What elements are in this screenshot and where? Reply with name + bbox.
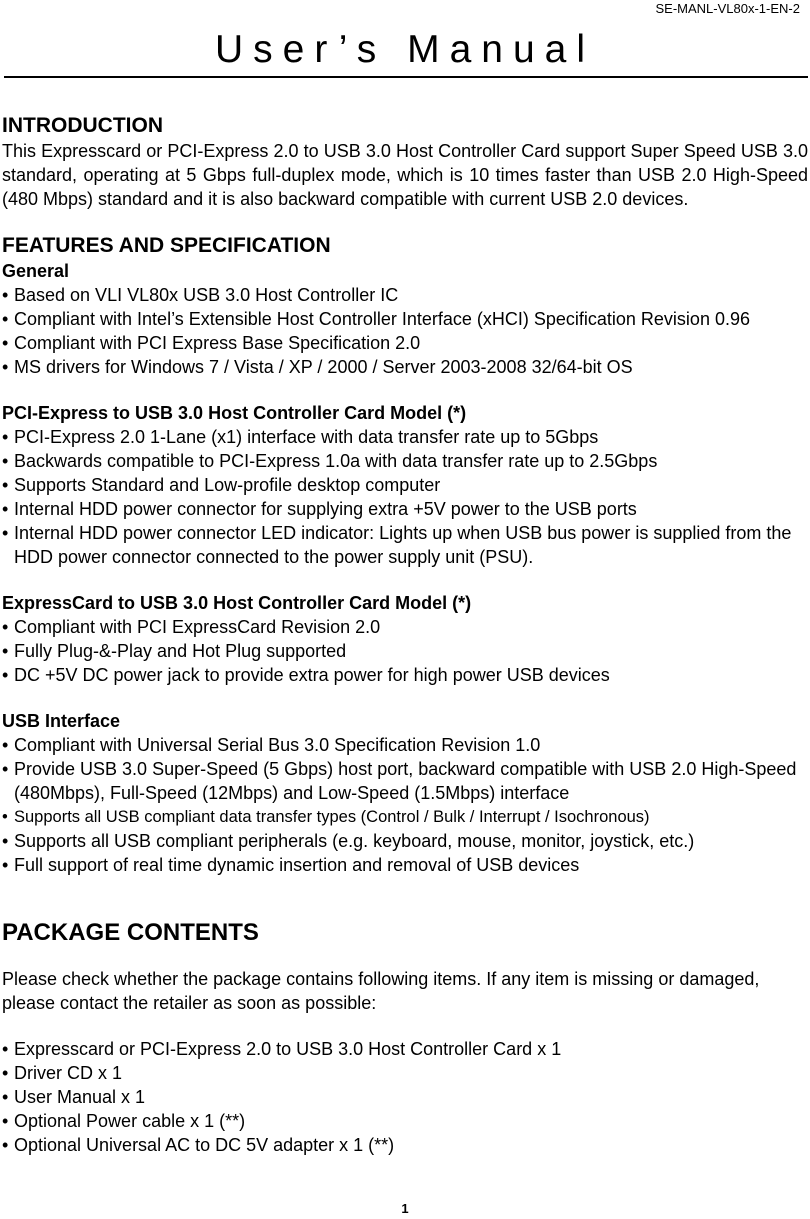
list-item: • User Manual x 1	[2, 1085, 808, 1109]
features-section	[2, 233, 808, 877]
list-item: • Provide USB 3.0 Super-Speed (5 Gbps) host port, backward compatible with USB 2.0 High-Speed (480Mbps), Full-Speed (12Mbps) and Low-Speed (1.5Mbps) interface	[2, 757, 808, 805]
features-heading: FEATURES AND SPECIFICATION	[2, 234, 331, 257]
document-code: SE-MANL-VL80x-1-EN-2	[655, 1, 800, 16]
list-item: • Compliant with PCI ExpressCard Revision 2.0	[2, 615, 808, 639]
list-item: • Fully Plug-&-Play and Hot Plug supported	[2, 639, 808, 663]
page-title: User’s Manual	[215, 28, 595, 71]
list-item: • PCI-Express 2.0 1-Lane (x1) interface with data transfer rate up to 5Gbps	[2, 425, 808, 449]
page-number: 1	[401, 1201, 409, 1216]
list-item: • Supports all USB compliant peripherals (e.g. keyboard, mouse, monitor, joystick, etc.)	[2, 829, 808, 853]
list-item: • Backwards compatible to PCI-Express 1.0a with data transfer rate up to 2.5Gbps	[2, 449, 808, 473]
title-divider	[4, 76, 808, 78]
list-item: • Supports all USB compliant data transfer types (Control / Bulk / Interrupt / Isochronous)	[2, 805, 808, 829]
usb-interface-list	[2, 733, 808, 877]
introduction-text: This Expresscard or PCI-Express 2.0 to USB 3.0 Host Controller Card support Super Speed USB 3.0 standard, operating at 5 Gbps full-duplex mode, which is 10 times faster than USB 2.0 High-Speed (480 Mbps) standard and it is also backward compatible with current USB 2.0 devices.	[2, 141, 808, 209]
list-item: • Full support of real time dynamic insertion and removal of USB devices	[2, 853, 808, 877]
usb-interface-heading: USB Interface	[2, 711, 121, 731]
list-item: • Based on VLI VL80x USB 3.0 Host Controller IC	[2, 283, 808, 307]
pcie-model-heading: PCI-Express to USB 3.0 Host Controller Card Model (*)	[2, 403, 467, 423]
package-text: Please check whether the package contains following items. If any item is missing or damaged, please contact the retailer as soon as possible:	[2, 968, 760, 1013]
list-item: • Compliant with PCI Express Base Specification 2.0	[2, 331, 808, 355]
list-item: • Optional Universal AC to DC 5V adapter x 1 (**)	[2, 1133, 808, 1157]
list-item: • Compliant with Universal Serial Bus 3.0 Specification Revision 1.0	[2, 733, 808, 757]
list-item: • MS drivers for Windows 7 / Vista / XP / 2000 / Server 2003-2008 32/64-bit OS	[2, 355, 808, 379]
list-item: • Driver CD x 1	[2, 1061, 808, 1085]
introduction-section	[2, 113, 808, 211]
package-section	[2, 919, 808, 1157]
list-item: • Compliant with Intel’s Extensible Host Controller Interface (xHCI) Specification Revision 0.96	[2, 307, 808, 331]
general-list	[2, 283, 808, 379]
list-item: • Supports Standard and Low-profile desktop computer	[2, 473, 808, 497]
list-item: • DC +5V DC power jack to provide extra power for high power USB devices	[2, 663, 808, 687]
document-body	[2, 113, 808, 1157]
introduction-heading: INTRODUCTION	[2, 114, 163, 137]
pcie-model-list	[2, 425, 808, 569]
list-item: • Internal HDD power connector LED indicator: Lights up when USB bus power is supplied from the HDD power connector connected to the power supply unit (PSU).	[2, 521, 808, 569]
expresscard-model-heading: ExpressCard to USB 3.0 Host Controller Card Model (*)	[2, 593, 472, 613]
general-heading: General	[2, 261, 70, 281]
expresscard-model-list	[2, 615, 808, 687]
list-item: • Internal HDD power connector for supplying extra +5V power to the USB ports	[2, 497, 808, 521]
list-item: • Optional Power cable x 1 (**)	[2, 1109, 808, 1133]
package-list	[2, 1037, 808, 1157]
list-item: • Expresscard or PCI-Express 2.0 to USB 3.0 Host Controller Card x 1	[2, 1037, 808, 1061]
package-heading: PACKAGE CONTENTS	[2, 918, 259, 946]
